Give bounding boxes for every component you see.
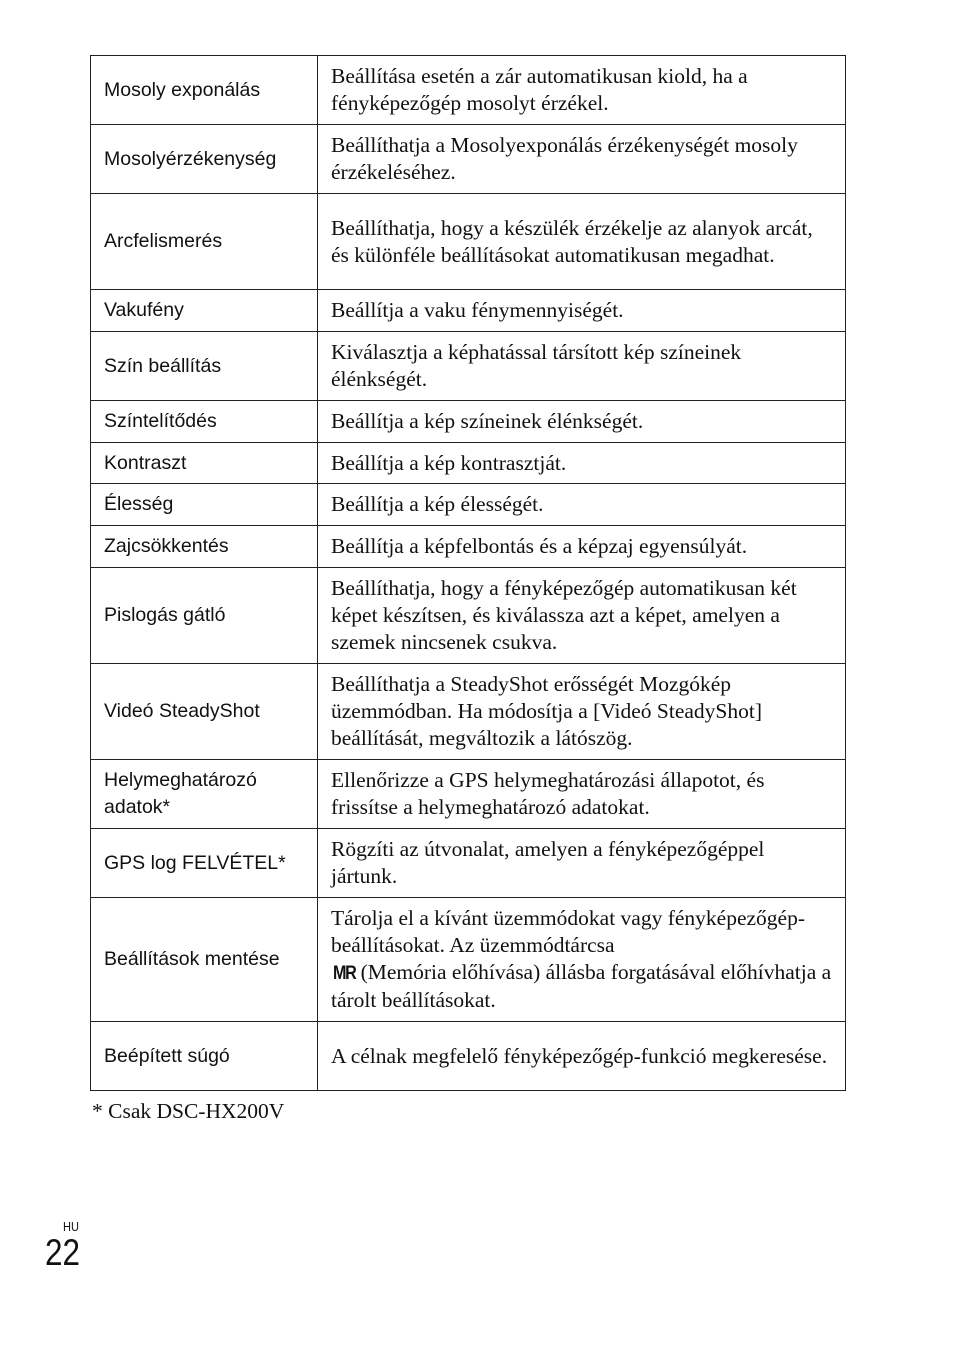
setting-name: Kontraszt bbox=[91, 443, 318, 484]
table-row bbox=[91, 526, 846, 568]
setting-name: Arcfelismerés bbox=[91, 194, 318, 290]
setting-name: Színtelítődés bbox=[91, 401, 318, 443]
table-row bbox=[91, 401, 846, 443]
setting-name: Videó SteadyShot bbox=[91, 664, 318, 760]
table-row bbox=[91, 484, 846, 526]
setting-name: Mosolyérzékenység bbox=[91, 125, 318, 194]
setting-description: Ellenőrizze a GPS helymeghatározási állapotot, és frissítse a helymeghatározó adatokat. bbox=[318, 760, 846, 829]
description-text: (Memória előhívása) állásba forgatásával előhívhatja a tárolt beállításokat. bbox=[331, 960, 832, 1012]
setting-description: Beállítja a kép élességét. bbox=[318, 484, 846, 526]
language-code: HU bbox=[63, 1219, 79, 1234]
setting-name: Élesség bbox=[91, 484, 318, 526]
table-row bbox=[91, 664, 846, 760]
description-text: Tárolja el a kívánt üzemmódokat vagy fényképezőgép-beállításokat. Az üzemmódtárcsa bbox=[331, 906, 805, 957]
table-row bbox=[91, 829, 846, 898]
table-row bbox=[91, 568, 846, 664]
setting-description: Rögzíti az útvonalat, amelyen a fényképezőgéppel jártunk. bbox=[318, 829, 846, 898]
table-row bbox=[91, 194, 846, 290]
settings-table bbox=[90, 55, 846, 1091]
setting-description: Beállíthatja a Mosolyexponálás érzékenységét mosoly érzékeléséhez. bbox=[318, 125, 846, 194]
setting-name: Beépített súgó bbox=[91, 1022, 318, 1091]
table-row bbox=[91, 56, 846, 125]
memory-recall-icon: MR bbox=[332, 963, 356, 984]
table-row bbox=[91, 898, 846, 1022]
setting-description: Beállíthatja, hogy a készülék érzékelje az alanyok arcát, és különféle beállításokat automatikusan megadhat. bbox=[318, 194, 846, 290]
setting-name: Mosoly exponálás bbox=[91, 56, 318, 125]
page-number: 22 bbox=[45, 1232, 80, 1273]
footnote: * Csak DSC-HX200V bbox=[92, 1099, 285, 1123]
table-row bbox=[91, 290, 846, 332]
table-row bbox=[91, 332, 846, 401]
setting-description: Beállíthatja a SteadyShot erősségét Mozgókép üzemmódban. Ha módosítja a [Videó SteadyShot] beállítását, megváltozik a látószög. bbox=[318, 664, 846, 760]
setting-name: Helymeghatározó adatok* bbox=[91, 760, 318, 829]
setting-description bbox=[318, 898, 846, 1022]
table-row bbox=[91, 125, 846, 194]
setting-description: Beállítja a képfelbontás és a képzaj egyensúlyát. bbox=[318, 526, 846, 568]
setting-name: Szín beállítás bbox=[91, 332, 318, 401]
setting-description: Kiválasztja a képhatással társított kép színeinek élénkségét. bbox=[318, 332, 846, 401]
setting-name: Pislogás gátló bbox=[91, 568, 318, 664]
setting-description: Beállíthatja, hogy a fényképezőgép automatikusan két képet készítsen, és kiválassza azt a képet, amelyen a szemek nincsenek csukva. bbox=[318, 568, 846, 664]
table-row bbox=[91, 1022, 846, 1091]
setting-name: Vakufény bbox=[91, 290, 318, 332]
setting-description: A célnak megfelelő fényképezőgép-funkció megkeresése. bbox=[318, 1022, 846, 1091]
setting-description: Beállítja a vaku fénymennyiségét. bbox=[318, 290, 846, 332]
setting-description: Beállítja a kép színeinek élénkségét. bbox=[318, 401, 846, 443]
setting-description: Beállítása esetén a zár automatikusan kiold, ha a fényképezőgép mosolyt érzékel. bbox=[318, 56, 846, 125]
setting-description: Beállítja a kép kontrasztját. bbox=[318, 443, 846, 484]
setting-name: Beállítások mentése bbox=[91, 898, 318, 1022]
table-row bbox=[91, 443, 846, 484]
setting-name: Zajcsökkentés bbox=[91, 526, 318, 568]
table-row bbox=[91, 760, 846, 829]
setting-name: GPS log FELVÉTEL* bbox=[91, 829, 318, 898]
